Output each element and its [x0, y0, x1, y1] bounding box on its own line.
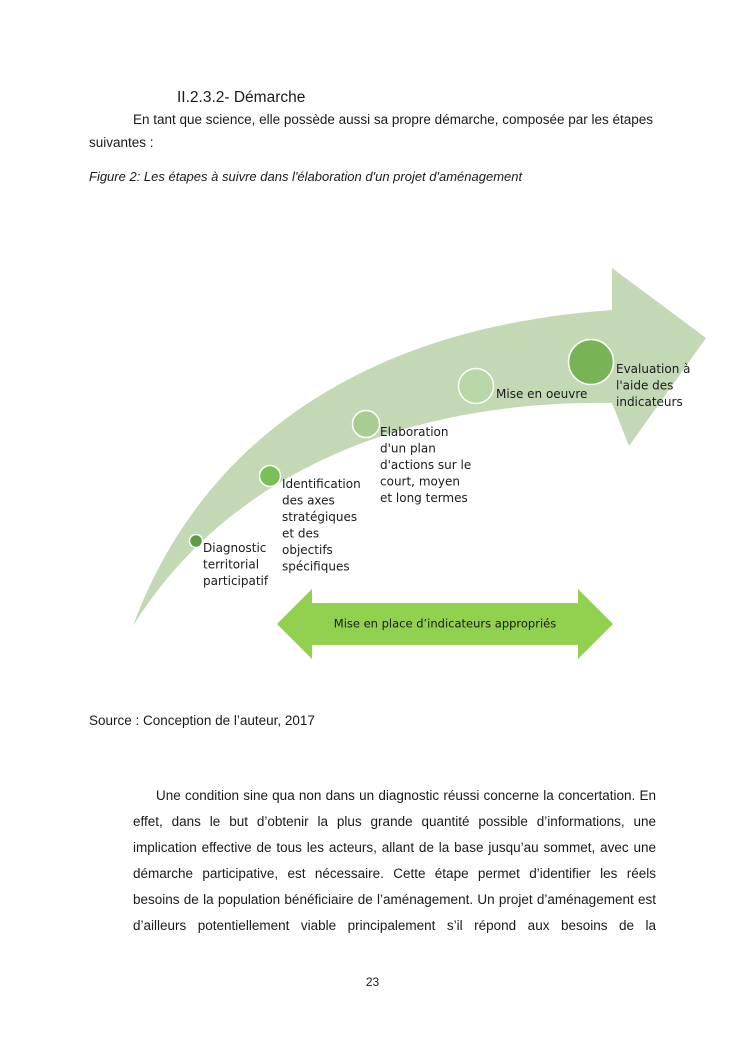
- body-paragraph: [133, 783, 656, 939]
- paragraph-line: Une condition sine qua non dans un diagnostic réussi concerne la concertation. En: [156, 788, 656, 803]
- step-circle-1: [190, 535, 203, 548]
- paragraph-line: d’ailleurs potentiellement viable principalement s’il répond aux besoins de la: [133, 918, 656, 933]
- step-2-line: objectifs: [282, 543, 333, 557]
- step-2-line: et des: [282, 526, 320, 541]
- step-label-5: [616, 362, 694, 409]
- intro-line-1: En tant que science, elle possède aussi sa propre démarche, composée par les étapes: [133, 112, 654, 127]
- step-label-2: [282, 477, 365, 574]
- step-1-line: Diagnostic: [203, 541, 267, 555]
- step-4-line: Mise en oeuvre: [496, 387, 588, 401]
- step-label-4: [496, 387, 587, 401]
- intro-line-2: suivantes :: [89, 135, 154, 150]
- step-3-line: court, moyen: [380, 474, 460, 489]
- step-2-line: Identification: [282, 477, 361, 491]
- step-5-line: Evaluation à: [616, 362, 691, 376]
- step-5-line: l'aide des: [616, 378, 674, 393]
- paragraph-line: démarche participative, est nécessaire. Cette étape permet d’identifier les réels: [133, 866, 656, 881]
- banner-label: Mise en place d’indicateurs appropriés: [333, 616, 557, 631]
- step-circle-5: [569, 340, 614, 385]
- step-2-line: des axes: [282, 493, 335, 508]
- paragraph-line: implication effective de tous les acteurs, allant de la base jusqu’au sommet, avec une: [133, 840, 656, 855]
- section-heading: II.2.3.2- Démarche: [177, 89, 306, 106]
- step-label-1: [203, 541, 270, 588]
- step-2-line: spécifiques: [282, 559, 350, 574]
- step-2-line: stratégiques: [282, 510, 358, 524]
- step-circle-2: [260, 466, 281, 487]
- step-3-line: d'actions sur le: [380, 458, 472, 472]
- step-circle-3: [353, 411, 380, 438]
- step-label-3: [380, 425, 475, 505]
- step-1-line: participatif: [203, 574, 269, 588]
- paragraph-line: effet, dans le but d’obtenir la plus grande quantité possible d’informations, une: [133, 814, 656, 829]
- paragraph-line: besoins de la population bénéficiaire de l’aménagement. Un projet d’aménagement est: [133, 892, 656, 907]
- page-number: 23: [365, 975, 380, 989]
- figure-source: Source : Conception de l’auteur, 2017: [89, 713, 315, 728]
- step-circle-4: [459, 369, 494, 404]
- step-1-line: territorial: [203, 557, 260, 572]
- step-5-line: indicateurs: [616, 395, 683, 409]
- figure-caption: Figure 2: Les étapes à suivre dans l'élaboration d'un projet d'aménagement: [89, 169, 523, 184]
- step-3-line: d'un plan: [380, 441, 436, 456]
- step-3-line: et long termes: [380, 491, 468, 505]
- step-3-line: Elaboration: [380, 425, 449, 439]
